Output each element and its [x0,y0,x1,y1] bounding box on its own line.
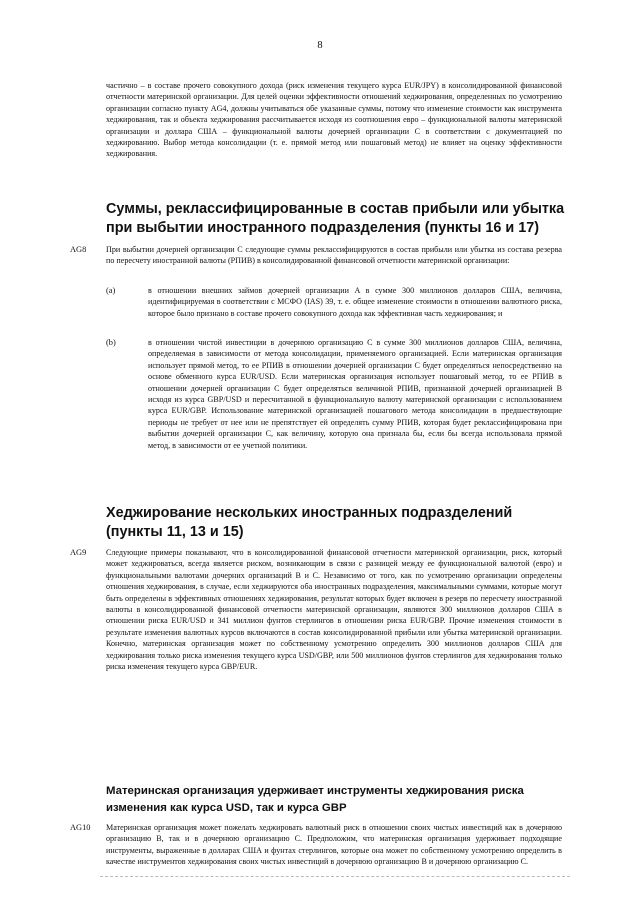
list-item-b: в отношении чистой инвестиции в дочернюю организацию C в сумме 300 миллионов долларов США, величина, определяемая в зависимости от метода консолидации, применяемого организацией. Если материнская организация использует прямой метод, то ее РПИВ в отношении дочерней организации C будет определяться непосредственно на основе обменного курса EUR/USD. Если материнская организация использует пошаговый метод, то ее РПИВ в отношении дочерней организации C будет определяться величиной РПИВ, признанной дочерней организацией B исходя из курса GBP/USD и пересчитанной в функциональную валюту материнской организации с использованием курса EUR/GBP. Использование материнской организацией пошагового метода консолидации в предшествующие периоды не требует от нее или не препятствует ей определять сумму РПИВ, которая будет реклассифицирована при выбытии дочерней организации C, как величину, которую она признала бы, если бы всегда использовала прямой метод, в зависимости от ее учетной политики. [148,338,562,450]
section-heading-parent-instruments: Материнская организация удерживает инструменты хеджирования риска изменения как курса USD, так и курса GBP [106,785,524,814]
page-number: 8 [317,40,323,51]
scan-edge-divider [100,876,570,877]
list-item-label-b: (b) [106,338,116,347]
ag9-paragraph: Следующие примеры показывают, что в консолидированной финансовой отчетности материнской организации, риск, который может хеджироваться, всегда является риском, возникающим в связи с разницей между ее функциональной валютой (евро) и функциональными валютами дочерних организаций B и C. Независимо от того, как по усмотрению организации определены отношения хеджирования, в случае, если хеджируются оба иностранных подразделения, максимальными суммами, которые могут быть определены в эффективных отношениях хеджирования, результат которых будет включен в резерв по пересчету иностранной валюты в консолидированной финансовой отчетности материнской организации, являются 300 миллионов долларов США в отношении риска EUR/USD и 341 миллион фунтов стерлингов в отношении риска EUR/GBP. Прочие изменения стоимости в результате изменения валютных курсов включаются в состав консолидированной прибыли или убытка материнской организации. Конечно, материнская организация может по собственному усмотрению определить 300 миллионов долларов США для хеджирования только риска изменения текущего курса USD/GBP, или 500 миллионов фунтов стерлингов для хеджирования только риска изменения текущего курса GBP/EUR. [106,548,562,672]
section-heading-reclassified: Суммы, реклассифицированные в состав прибыли или убытка при выбытии иностранного подразделения (пункты 16 и 17) [106,201,565,236]
list-item-a: в отношении внешних займов дочерней организации A в сумме 300 миллионов долларов США, величина, идентифицируемая в соответствии с МСФО (IAS) 39, т. е. общее изменение стоимости в отношении валютного риска, которое было признано в составе прочего совокупного дохода как эффективная часть хеджирования; и [148,286,562,318]
paragraph-label-ag9: AG9 [70,548,87,557]
section-heading-multiple-subsidiaries: Хеджирование нескольких иностранных подразделений (пункты 11, 13 и 15) [106,505,513,540]
list-item-label-a: (a) [106,286,116,295]
paragraph-label-ag10: AG10 [70,823,91,832]
ag10-paragraph: Материнская организация может пожелать хеджировать валютный риск в отношении своих чистых инвестиций как в дочернюю организацию B, так и в дочернюю организацию C. Предположим, что материнская организация удерживает подходящие инструменты, выраженные в долларах США и фунтах стерлингов, которые она может по собственному усмотрению определить в качестве инструментов хеджирования своих чистых инвестиций в дочернюю организацию B и дочернюю организацию C. [106,823,562,867]
paragraph-label-ag8: AG8 [70,245,87,254]
intro-paragraph: частично – в составе прочего совокупного дохода (риск изменения текущего курса EUR/JPY) в консолидированной финансовой отчетности материнской организации. Для целей оценки эффективности отношений хеджирования, определенных по усмотрению организации согласно пункту AG4, должны учитываться обе указанные суммы, потому что изменение стоимости как инструмента хеджирования, так и объекта хеджирования рассчитывается исходя из соотношения евро – функциональной валюты материнской организации и доллара США – функциональной валюты дочерней организации C в соответствии с документацией по хеджированию. Выбор метода консолидации (т. е. прямой метод или пошаговый метод) не влияет на оценку эффективности хеджирования. [106,81,562,159]
ag8-paragraph: При выбытии дочерней организации C следующие суммы реклассифицируются в состав прибыли или убытка из состава резерва по пересчету иностранной валюты (РПИВ) в консолидированной финансовой отчетности материнской организации: [106,245,562,266]
